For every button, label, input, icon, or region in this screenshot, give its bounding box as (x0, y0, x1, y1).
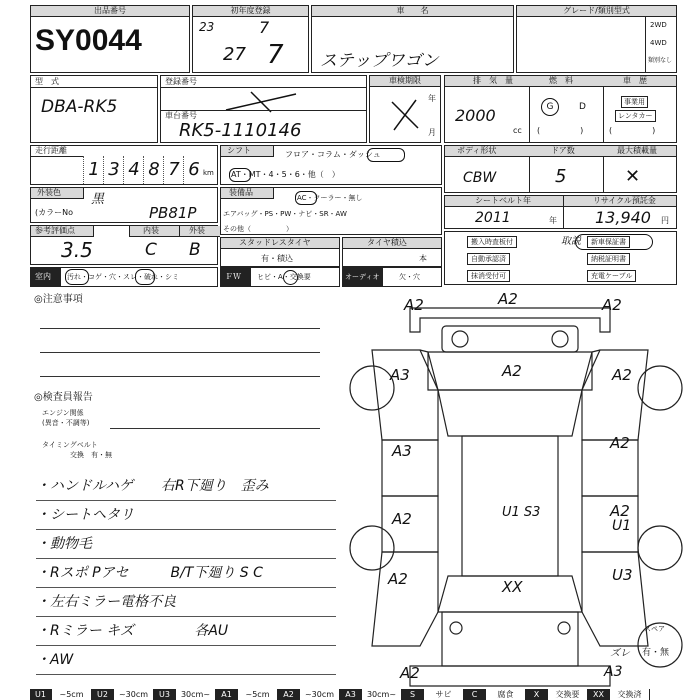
legend-code: U2 (92, 689, 114, 700)
audio-options: 欠・穴 (399, 273, 420, 281)
seatbelt-label: シートベルト年 (475, 196, 531, 205)
equipment-row2: エアバッグ・PS・PW・ナビ・SR・AW (223, 210, 347, 218)
first-reg-year: 23 (199, 20, 215, 34)
evaluation-label: 参考評価点 (35, 226, 75, 235)
legend-text: 交換済 (610, 689, 650, 700)
wheel-rear-left (350, 526, 394, 570)
spare-value: 有・無 (642, 648, 670, 658)
interior-label: 内装 (143, 226, 159, 235)
lot-number-box (30, 5, 190, 73)
doors-label: ドア数 (551, 146, 575, 155)
recycle-label: リサイクル預託金 (593, 196, 656, 205)
legend-text: 30cm~ (176, 689, 216, 700)
shift-options: フロア・コラム・ダッシュ (285, 150, 381, 159)
mark-right-front-door: A2 (610, 434, 630, 452)
legend-code: C (464, 689, 486, 700)
exterior-label: 外装 (189, 226, 205, 235)
chassis-label: 車台番号 (165, 111, 197, 120)
tire-value: 本 (419, 254, 427, 263)
displacement-label: 排 気 量 (473, 76, 513, 85)
handwritten-notes (36, 472, 356, 682)
drive-2wd: 2WD (650, 21, 667, 29)
legend-text: ~5cm (52, 689, 92, 700)
inspection-label: 車検期限 (370, 76, 440, 87)
color-value: 黒 (91, 192, 105, 207)
inspector-note-line: ・AW (36, 646, 336, 675)
doc-prefix-handwritten: 取説 (561, 236, 581, 247)
fuel-d-option: D (579, 102, 586, 112)
inspector-note-line: ・動物毛 (36, 530, 336, 559)
reg-number-label: 登録番号 (165, 77, 197, 86)
displacement-value: 2000 (455, 106, 496, 125)
inspector-note-line: ・Rミラー キズ 各AU (36, 617, 336, 646)
inspector-note-line: ・ハンドルハゲ 右R下廻り 歪み (36, 472, 336, 501)
report-title: ◎検査員報告 (34, 392, 93, 403)
mileage-digit: 8 (143, 156, 164, 184)
legend-text: 30cm~ (362, 689, 402, 700)
color-code-value: PB81P (149, 204, 197, 222)
mark-front-bumper-center: A2 (498, 290, 518, 308)
recycle-value: 13,940 (595, 208, 651, 227)
legend-code: XX (588, 689, 610, 700)
doc-item-6: 充電ケーブル (587, 270, 636, 282)
timing-belt-value: 交換 有・無 (70, 451, 112, 459)
color-box (30, 187, 218, 223)
mark-right-rear-door-u1: U1 (612, 518, 632, 534)
history-label: 車 歴 (623, 76, 647, 85)
legend-text: ~30cm (114, 689, 154, 700)
legend-code: A3 (340, 689, 362, 700)
legend-code: S (402, 689, 424, 700)
engine-sub: (異音・不調等) (42, 419, 90, 427)
shift-options-row2: AT・MT・4・5・6・他（ ） (231, 170, 340, 179)
audio-box (342, 267, 442, 287)
body-box (444, 145, 677, 193)
legend-text: 交換要 (548, 689, 588, 700)
registration-box (160, 75, 367, 143)
mileage-box (30, 145, 218, 185)
first-reg-month-corrected: 7 (267, 40, 284, 70)
legend-text: サビ (424, 689, 464, 700)
evaluation-box (30, 225, 218, 265)
room-options: 汚れ・コゲ・穴・スレ・破れ・シミ (67, 273, 179, 281)
equipment-box (220, 187, 442, 235)
shift-label: シフト (227, 146, 251, 155)
inspection-cross (390, 98, 420, 132)
capacity-label: 最大積載量 (617, 146, 657, 155)
spare-label: スペア (644, 625, 665, 633)
legend-code: A2 (278, 689, 300, 700)
equip-ac-circle (295, 191, 317, 205)
seatbelt-recycle-box (444, 195, 677, 229)
exterior-value: B (189, 240, 201, 260)
seatbelt-unit: 年 (549, 216, 557, 225)
inspector-note-line: ・シートヘタリ (36, 501, 336, 530)
color-label: 外装色 (37, 188, 61, 197)
model-box (30, 75, 158, 143)
documents-box (444, 231, 677, 285)
room-box (30, 267, 218, 287)
wheel-front-right (638, 366, 682, 410)
doc-item-4: 新車保証書 (587, 236, 630, 248)
drive-4wd: 4WD (650, 39, 667, 47)
mark-left-rear-door: A2 (392, 510, 412, 528)
interior-value: C (145, 240, 157, 260)
inspection-box (369, 75, 441, 143)
mark-front-bumper-left: A2 (404, 296, 424, 314)
grille-outline (442, 326, 578, 352)
tire-label: タイヤ積込 (367, 238, 407, 247)
capacity-value: ✕ (625, 166, 641, 187)
history-rental: レンタカー (615, 110, 656, 122)
grade-box (516, 5, 677, 73)
mileage-digit: 1 (83, 156, 104, 184)
wheel-rear-right (638, 526, 682, 570)
room-wear-circle (135, 269, 155, 285)
equipment-other: その他（ ） (223, 225, 293, 233)
fw-box (220, 267, 340, 287)
headlight-left (452, 331, 468, 347)
room-dirt-circle (65, 269, 89, 285)
mileage-digit: 3 (103, 156, 124, 184)
inspection-year-unit: 年 (428, 94, 436, 103)
mark-front-right-wheel: A2 (612, 366, 632, 384)
lot-number-label: 出品番号 (31, 6, 189, 17)
drive-none: 類別なし (648, 57, 673, 64)
first-reg-month: 7 (259, 18, 270, 37)
seatbelt-value: 2011 (475, 210, 511, 226)
model-label: 型 式 (35, 77, 59, 86)
wheel-front-left (350, 366, 394, 410)
back-door-outline (442, 612, 578, 666)
mark-back-door: XX (502, 578, 523, 596)
body-label: ボディ形状 (457, 146, 497, 155)
mileage-digit: 7 (163, 156, 184, 184)
equipment-label: 装備品 (229, 188, 253, 197)
legend-code: X (526, 689, 548, 700)
mark-left-front-door: A3 (392, 442, 412, 460)
studless-box (220, 237, 340, 267)
audio-label: オーディオ (345, 273, 380, 281)
history-business: 事業用 (621, 96, 648, 108)
studless-label: スタッドレスタイヤ (239, 238, 311, 247)
car-name-value: ステップワゴン (320, 51, 439, 71)
legend-text: ~5cm (238, 689, 278, 700)
left-rear-fender (372, 552, 438, 646)
first-reg-year-corrected: 27 (223, 44, 246, 65)
mileage-digit: 6 (183, 156, 204, 184)
doc-item-3: 抹消受付可 (467, 270, 510, 282)
legend-code: U1 (30, 689, 52, 700)
model-value: DBA-RK5 (41, 97, 118, 117)
fw-a-circle (283, 270, 298, 285)
color-code-label: (カラーNo (35, 208, 73, 217)
shift-at-circle (229, 168, 251, 182)
doc-item-5: 納税証明書 (587, 253, 630, 265)
mark-rear-bumper-right: A3 (604, 664, 623, 680)
mark-front-left-wheel: A3 (390, 366, 410, 384)
damage-legend (30, 689, 700, 700)
engine-label: エンジン関係 (42, 409, 84, 417)
shift-box (220, 145, 442, 185)
side-shift-note: ズレ (610, 648, 630, 659)
evaluation-value: 3.5 (61, 238, 93, 262)
doc-item-1: 搬入時査板付 (467, 236, 517, 248)
fuel-label: 燃 料 (549, 76, 573, 85)
headlight-right (552, 331, 568, 347)
doc-item-2: 自動承認済 (467, 253, 510, 265)
windshield-outline (438, 390, 582, 436)
mark-hood: A2 (502, 362, 522, 380)
front-bumper-outline (410, 308, 610, 332)
body-value: CBW (463, 170, 497, 186)
studless-options: 有・積込 (261, 254, 293, 263)
legend-text: ~30cm (300, 689, 340, 700)
grade-label: グレード/類別型式 (517, 6, 676, 17)
mark-right-rear-door: A2 (610, 502, 630, 520)
inspection-month-unit: 月 (428, 128, 436, 137)
mileage-digit: 4 (123, 156, 144, 184)
rear-bumper-outline (410, 666, 610, 686)
mark-rear-bumper-left: A2 (400, 664, 420, 682)
taillight-left (450, 622, 462, 634)
mileage-digits (83, 156, 203, 184)
inspector-note-line: ・左右ミラー電格不良 (36, 588, 336, 617)
doors-value: 5 (555, 166, 567, 187)
legend-code: A1 (216, 689, 238, 700)
fw-options: ヒビ・A・交換要 (257, 273, 311, 281)
mark-right-rear-fender: U3 (612, 566, 633, 584)
inspector-note-line: ・Rスポ Pアセ B/T下廻り S C (36, 559, 336, 588)
equipment-row1: AC・クーラー・無し (297, 194, 363, 202)
room-label: 室内 (35, 272, 51, 281)
mark-front-bumper-right: A2 (602, 296, 622, 314)
legend-code: U3 (154, 689, 176, 700)
first-registration-label: 初年度登録 (193, 6, 308, 17)
caution-title: ◎注意事項 (34, 294, 83, 305)
tire-box (342, 237, 442, 267)
mark-roof: U1 S3 (502, 505, 541, 520)
car-name-label: 車 名 (312, 6, 513, 17)
first-registration-box (192, 5, 309, 73)
taillight-right (558, 622, 570, 634)
mark-left-rear-fender: A2 (388, 570, 408, 588)
fuel-g-option: G (541, 98, 559, 116)
mileage-label: 走行距離 (35, 146, 67, 155)
legend-text: 腐食 (486, 689, 526, 700)
mileage-unit: km (203, 169, 214, 177)
fw-label: ＦＷ (225, 272, 241, 281)
chassis-value: RK5-1110146 (179, 120, 302, 141)
lot-number-value: SY0044 (35, 24, 142, 57)
displacement-unit: cc (513, 126, 522, 135)
shift-dash-circle (367, 148, 405, 162)
car-name-box (311, 5, 514, 73)
recycle-unit: 円 (661, 216, 669, 225)
spec-box: 排 気 量 燃 料 車 歴 2000 cc G D ( ) 事業用 レンタカー ( ) (444, 75, 677, 143)
timing-belt-label: タイミングベルト (42, 441, 98, 449)
